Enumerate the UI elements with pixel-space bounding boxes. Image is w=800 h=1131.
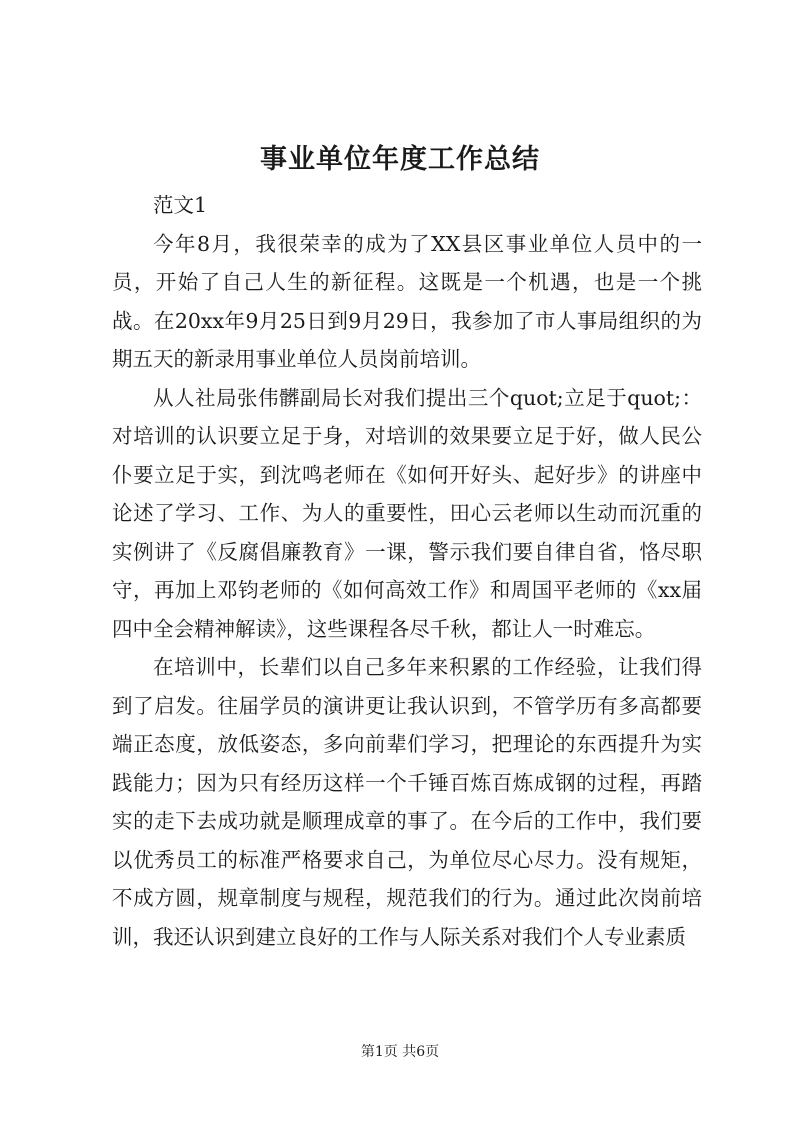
paragraph: 在培训中，长辈们以自己多年来积累的工作经验，让我们得到了启发。往届学员的演讲更让我认识到，不管学历有多高都要端正态度，放低姿态，多向前辈们学习，把理论的东西提升为实践能力；因为只有经历这样一个千锤百炼百炼成钢的过程，再踏实的走下去成功就是顺理成章的事了。在今后的工作中，我们要以优秀员工的标准严格要求自己，为单位尽心尽力。没有规矩，不成方圆，规章制度与规程，规范我们的行为。通过此次岗前培训，我还认识到建立良好的工作与人际关系对我们个人专业素质: [112, 655, 702, 949]
page-footer: 第1页 共6页: [360, 1044, 440, 1060]
paragraph: 从人社局张伟髒副局长对我们提出三个quot;立足于quot;：对培训的认识要立足于身，对培训的效果要立足于好，做人民公仆要立足于实，到沈鸣老师在《如何开好头、起好步》的讲座中论述了学习、工作、为人的重要性，田心云老师以生动而沉重的实例讲了《反腐倡廉教育》一课，警示我们要自律自省，恪尽职守，再加上邓钧老师的《如何高效工作》和周国平老师的《xx届四中全会精神解读》，这些课程各尽千秋，都让人一时难忘。: [112, 385, 702, 641]
paragraph: 今年8月，我很荣幸的成为了XX县区事业单位人员中的一员，开始了自己人生的新征程。这既是一个机遇，也是一个挑战。在20xx年9月25日到9月29日，我参加了市人事局组织的为期五天的新录用事业单位人员岗前培训。: [112, 231, 702, 371]
document-title: 事业单位年度工作总结: [260, 144, 540, 175]
document-body: [112, 186, 702, 956]
paragraph-label: 范文1: [153, 193, 208, 217]
